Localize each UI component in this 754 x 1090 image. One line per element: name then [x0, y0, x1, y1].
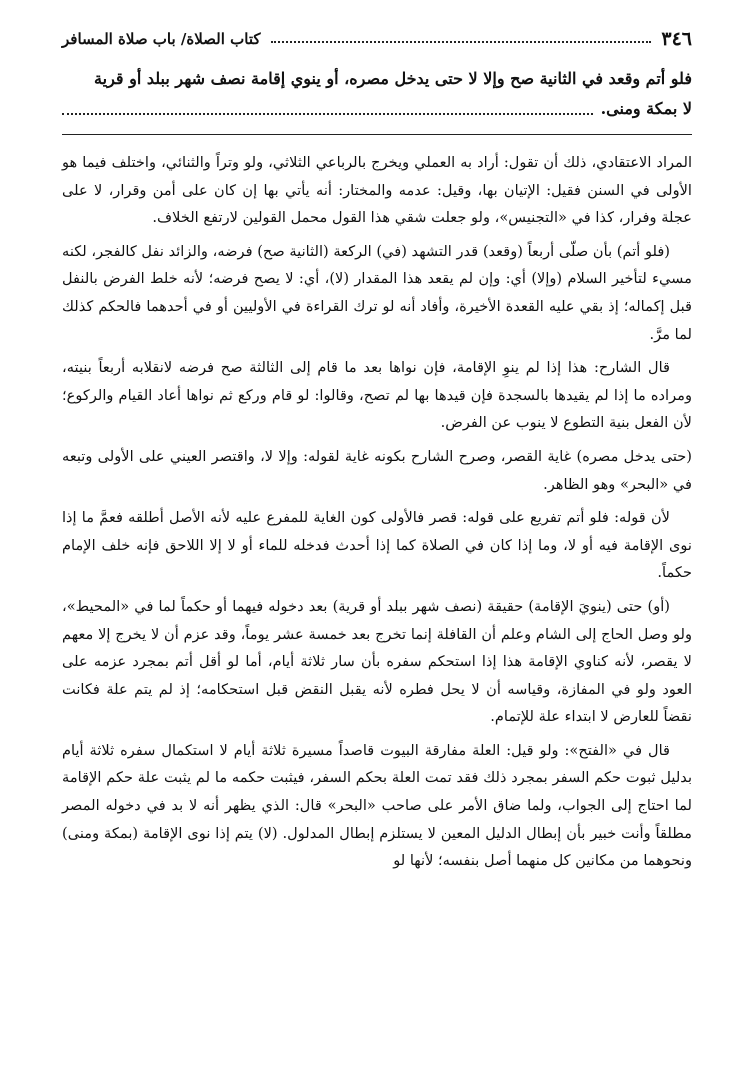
commentary-paragraph: قال الشارح: هذا إذا لم ينوِ الإقامة، فإن نواها بعد ما قام إلى الثالثة صح فرضه لانقلابه أربعاً بنيته، ومراده ما إذا لم يقيدها بالسجدة فإن قيدها بها لم تصح، وقالوا: لو قام وركع ثم نواها أعاد القيام والركوع؛ لأن الفعل بنية التطوع لا ينوب عن الفرض. [62, 359, 692, 432]
matn-line-2: لا بمكة ومنى. [600, 99, 692, 118]
matn-commentary-separator [62, 134, 692, 135]
matn-text [62, 64, 692, 124]
commentary-paragraph: (فلو أتم) بأن صلّى أربعاً (وقعد) قدر التشهد (في) الركعة (الثانية صح) فرضه، والزائد نفل كالفجر، لكنه مسيء لتأخير السلام (وإلا) أي: وإن لم يقعد هذا المقدار (لا)، أي: لا يصح فرضه؛ لأنه خلط الفرض بالنفل قبل إكماله؛ إذ بقي عليه القعدة الأخيرة، وأفاد أنه لو ترك القراءة في الأوليين أو في أحدهما فالحكم كذلك لما مرَّ. [62, 242, 692, 343]
commentary [62, 149, 692, 875]
header-dotted-rule [271, 41, 652, 43]
commentary-paragraph: (أو) حتى (ينويَ الإقامة) حقيقة (نصف شهر ببلد أو قرية) بعد دخوله فيهما أو حكماً لما في «المحيط»، ولو وصل الحاج إلى الشام وعلم أن القافلة إنما تخرج بعد خمسة عشر يوماً، وقد عزم أن لا يخرج إلا معهم لا يقصر، لأنه كناوي الإقامة هذا إذا استحكم سفره بأن سار ثلاثة أيام، أما لو أقل أتم بمجرد عزمه على العود ولو في المفازة، وقياسه أن لا يحل فطره لأنه يقبل النقض قبل استحكامه؛ إذ لم يتم علة فكانت نقضاً للعارض لا ابتداء علة للإتمام. [62, 597, 692, 726]
page-number: ٣٤٦ [661, 28, 692, 50]
matn-dotted-leader [62, 113, 593, 115]
page-header [62, 22, 692, 56]
commentary-paragraph: (حتى يدخل مصره) غاية القصر، وصرح الشارح بكونه غاية لقوله: وإلا لا، واقتصر العيني على الأولى وتبعه في «البحر» وهو الظاهر. [62, 447, 692, 493]
commentary-paragraph: لأن قوله: فلو أتم تفريع على قوله: قصر فالأولى كون الغاية للمفرع عليه لأنه الأصل أطلقه فعمَّ ما إذا نوى الإقامة فيه أو لا، وما إذا كان في الصلاة كما إذا أحدث فدخله للماء أو لا إلا اللاحق فإنه خلف الإمام حكماً. [62, 509, 692, 582]
running-title: كتاب الصلاة/ باب صلاة المسافر [62, 30, 261, 48]
matn-line-2-row [62, 94, 692, 124]
matn-line-1: فلو أتم وقعد في الثانية صح وإلا لا حتى يدخل مصره، أو ينوي إقامة نصف شهر ببلد أو قرية [94, 69, 692, 88]
commentary-paragraph: المراد الاعتقادي، ذلك أن تقول: أراد به العملي ويخرج بالرباعي الثلاثي، ولو وتراً والثنائي، واختلف فيما هو الأولى في السنن فقيل: الإتيان بها، وقيل: عدمه والمختار: أنه يأتي بها إن كان على أمن وقرار، لا على عجلة وفرار، كذا في «التجنيس»، ولو جعلت شقي هذا القول محمل القولين لارتفع الخلاف. [62, 154, 692, 227]
commentary-paragraph: قال في «الفتح»: ولو قيل: العلة مفارقة البيوت قاصداً مسيرة ثلاثة أيام لا استكمال سفره ثلاثة أيام بدليل ثبوت حكم السفر بمجرد ذلك فقد تمت العلة بحكم السفر، فيثبت حكمه ما لم يثبت علة حكم الإقامة لما احتاج إلى الجواب، ولما ضاق الأمر على صاحب «البحر» قال: الذي يظهر أنه لا بد في دخوله المصر مطلقاً وأنت خبير بأن إبطال الدليل المعين لا يستلزم إبطال المدلول. (لا) يتم إذا نوى الإقامة (بمكة ومنى) ونحوهما من مكانين كل منهما أصل بنفسه؛ لأنها لو [62, 741, 692, 870]
